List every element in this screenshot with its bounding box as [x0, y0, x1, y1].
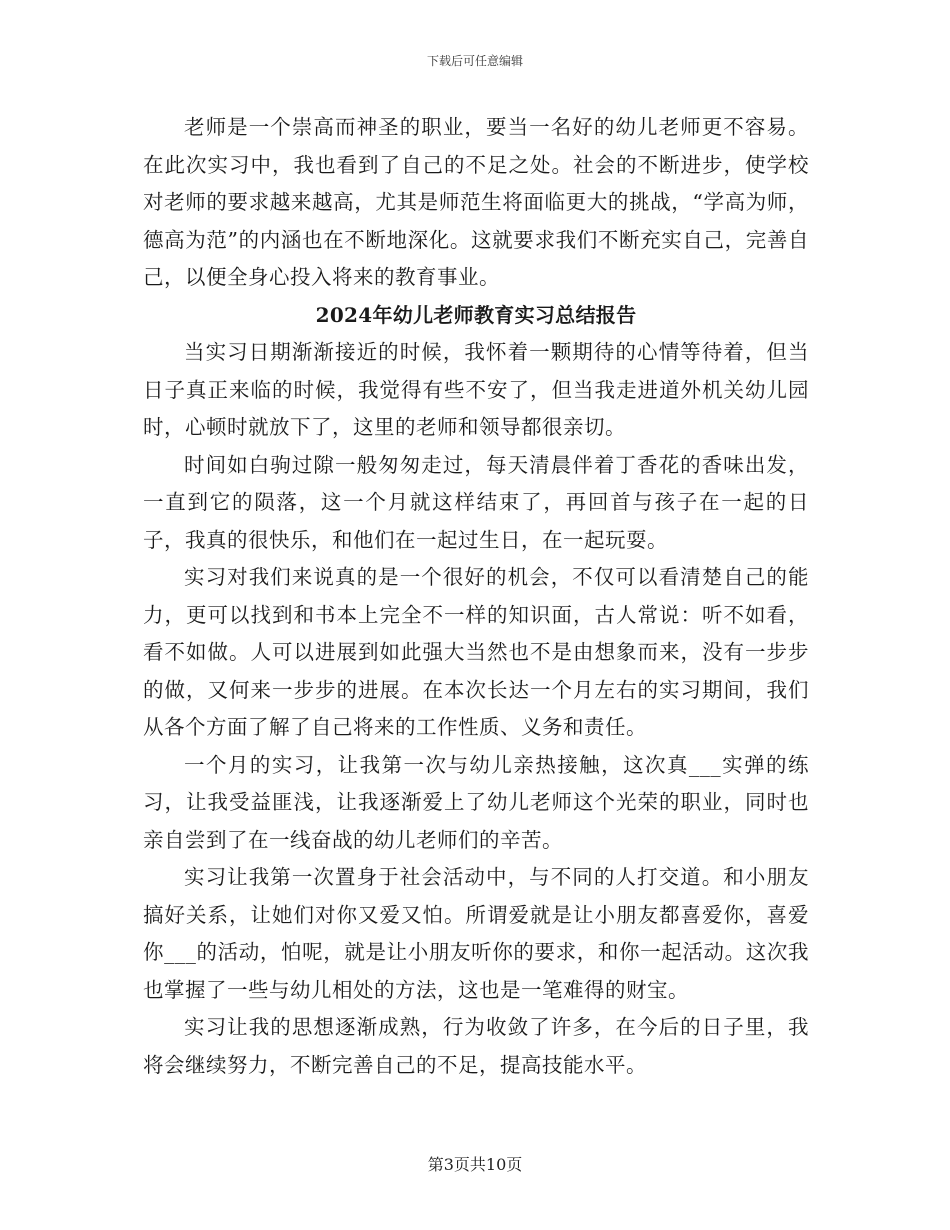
page-number: 第3页共10页 — [427, 1155, 523, 1174]
body-paragraph-3: 实习对我们来说真的是一个很好的机会，不仅可以看清楚自己的能力，更可以找到和书本上完全不一样的知识面，古人常说：听不如看，看不如做。人可以进展到如此强大当然也不是由想象而来，没有一步步的做，又何来一步步的进展。在本次长达一个月左右的实习期间，我们从各个方面了解了自己将来的工作性质、义务和责任。 — [143, 565, 809, 739]
body-paragraph-2: 时间如白驹过隙一般匆匆走过，每天清晨伴着丁香花的香味出发，一直到它的陨落，这一个月就这样结束了，再回首与孩子在一起的日子，我真的很快乐，和他们在一起过生日，在一起玩耍。 — [143, 452, 809, 552]
body-paragraph-1: 当实习日期渐渐接近的时候，我怀着一颗期待的心情等待着，但当日子真正来临的时候，我觉得有些不安了，但当我走进道外机关幼儿园时，心顿时就放下了，这里的老师和领导都很亲切。 — [143, 340, 809, 439]
page-header: 下载后可任意编辑 — [426, 54, 523, 68]
body-paragraph-4: 一个月的实习，让我第一次与幼儿亲热接触，这次真___实弹的练习，让我受益匪浅，让我逐渐爱上了幼儿老师这个光荣的职业，同时也亲自尝到了在一线奋战的幼儿老师们的辛苦。 — [143, 752, 809, 852]
document-title: 2024年幼儿老师教育实习总结报告 — [315, 302, 637, 327]
body-paragraph-6: 实习让我的思想逐渐成熟，行为收敛了许多，在今后的日子里，我将会继续努力，不断完善自己的不足，提高技能水平。 — [143, 1015, 809, 1077]
body-paragraph-5: 实习让我第一次置身于社会活动中，与不同的人打交道。和小朋友搞好关系，让她们对你又爱又怕。所谓爱就是让小朋友都喜爱你，喜爱你___的活动，怕呢，就是让小朋友听你的要求，和你一起活动。这次我也掌握了一些与幼儿相处的方法，这也是一笔难得的财宝。 — [143, 865, 809, 1002]
intro-paragraph: 老师是一个崇高而神圣的职业，要当一名好的幼儿老师更不容易。在此次实习中，我也看到了自己的不足之处。社会的不断进步，使学校对老师的要求越来越高，尤其是师范生将面临更大的挑战，“学高为师，德高为范”的内涵也在不断地深化。这就要求我们不断充实自己，完善自己，以便全身心投入将来的教育事业。 — [143, 115, 809, 289]
document-body — [143, 109, 809, 1084]
